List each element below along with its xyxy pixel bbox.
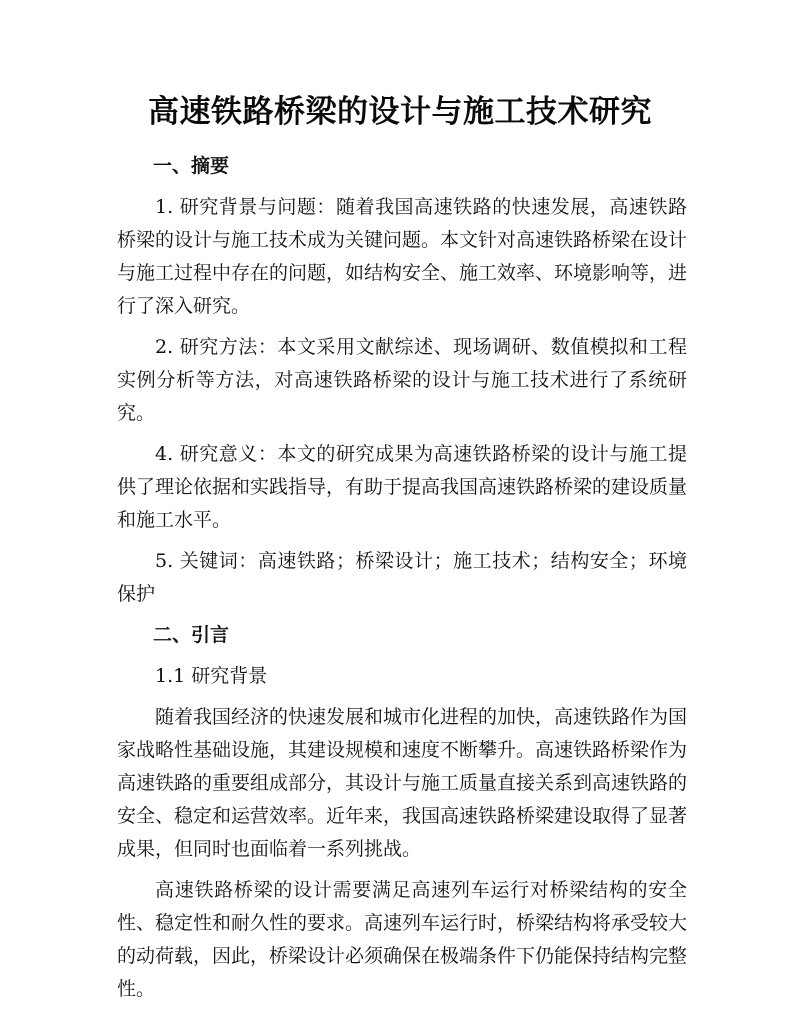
section-heading-introduction: 二、引言 (153, 624, 230, 646)
subsection-heading-research-background: 1.1 研究背景 (155, 665, 268, 687)
document-title: 高速铁路桥梁的设计与施工技术研究 (148, 94, 652, 130)
abstract-item-2: 2. 研究方法：本文采用文献综述、现场调研、数值模拟和工程实例分析等方法，对高速铁路桥梁的设计与施工技术进行了系统研究。 (117, 336, 687, 424)
intro-paragraph-2: 高速铁路桥梁的设计需要满足高速列车运行对桥梁结构的安全性、稳定性和耐久性的要求。高速列车运行时，桥梁结构将承受较大的动荷载，因此，桥梁设计必须确保在极端条件下仍能保持结构完整性。 (117, 879, 688, 1000)
document-body (117, 150, 687, 1014)
intro-paragraph-1: 随着我国经济的快速发展和城市化进程的加快，高速铁路作为国家战略性基础设施，其建设规模和速度不断攀升。高速铁路桥梁作为高速铁路的重要组成部分，其设计与施工质量直接关系到高速铁路的安全、稳定和运营效率。近年来，我国高速铁路桥梁建设取得了显著成果，但同时也面临着一系列挑战。 (117, 706, 688, 860)
abstract-item-5: 5. 关键词：高速铁路；桥梁设计；施工技术；结构安全；环境保护 (117, 550, 687, 605)
section-heading-abstract: 一、摘要 (153, 155, 230, 177)
abstract-item-4: 4. 研究意义：本文的研究成果为高速铁路桥梁的设计与施工提供了理论依据和实践指导，有助于提高我国高速铁路桥梁的建设质量和施工水平。 (117, 443, 688, 531)
abstract-item-1: 1. 研究背景与问题：随着我国高速铁路的快速发展，高速铁路桥梁的设计与施工技术成为关键问题。本文针对高速铁路桥梁在设计与施工过程中存在的问题，如结构安全、施工效率、环境影响等，进行了深入研究。 (117, 196, 688, 317)
